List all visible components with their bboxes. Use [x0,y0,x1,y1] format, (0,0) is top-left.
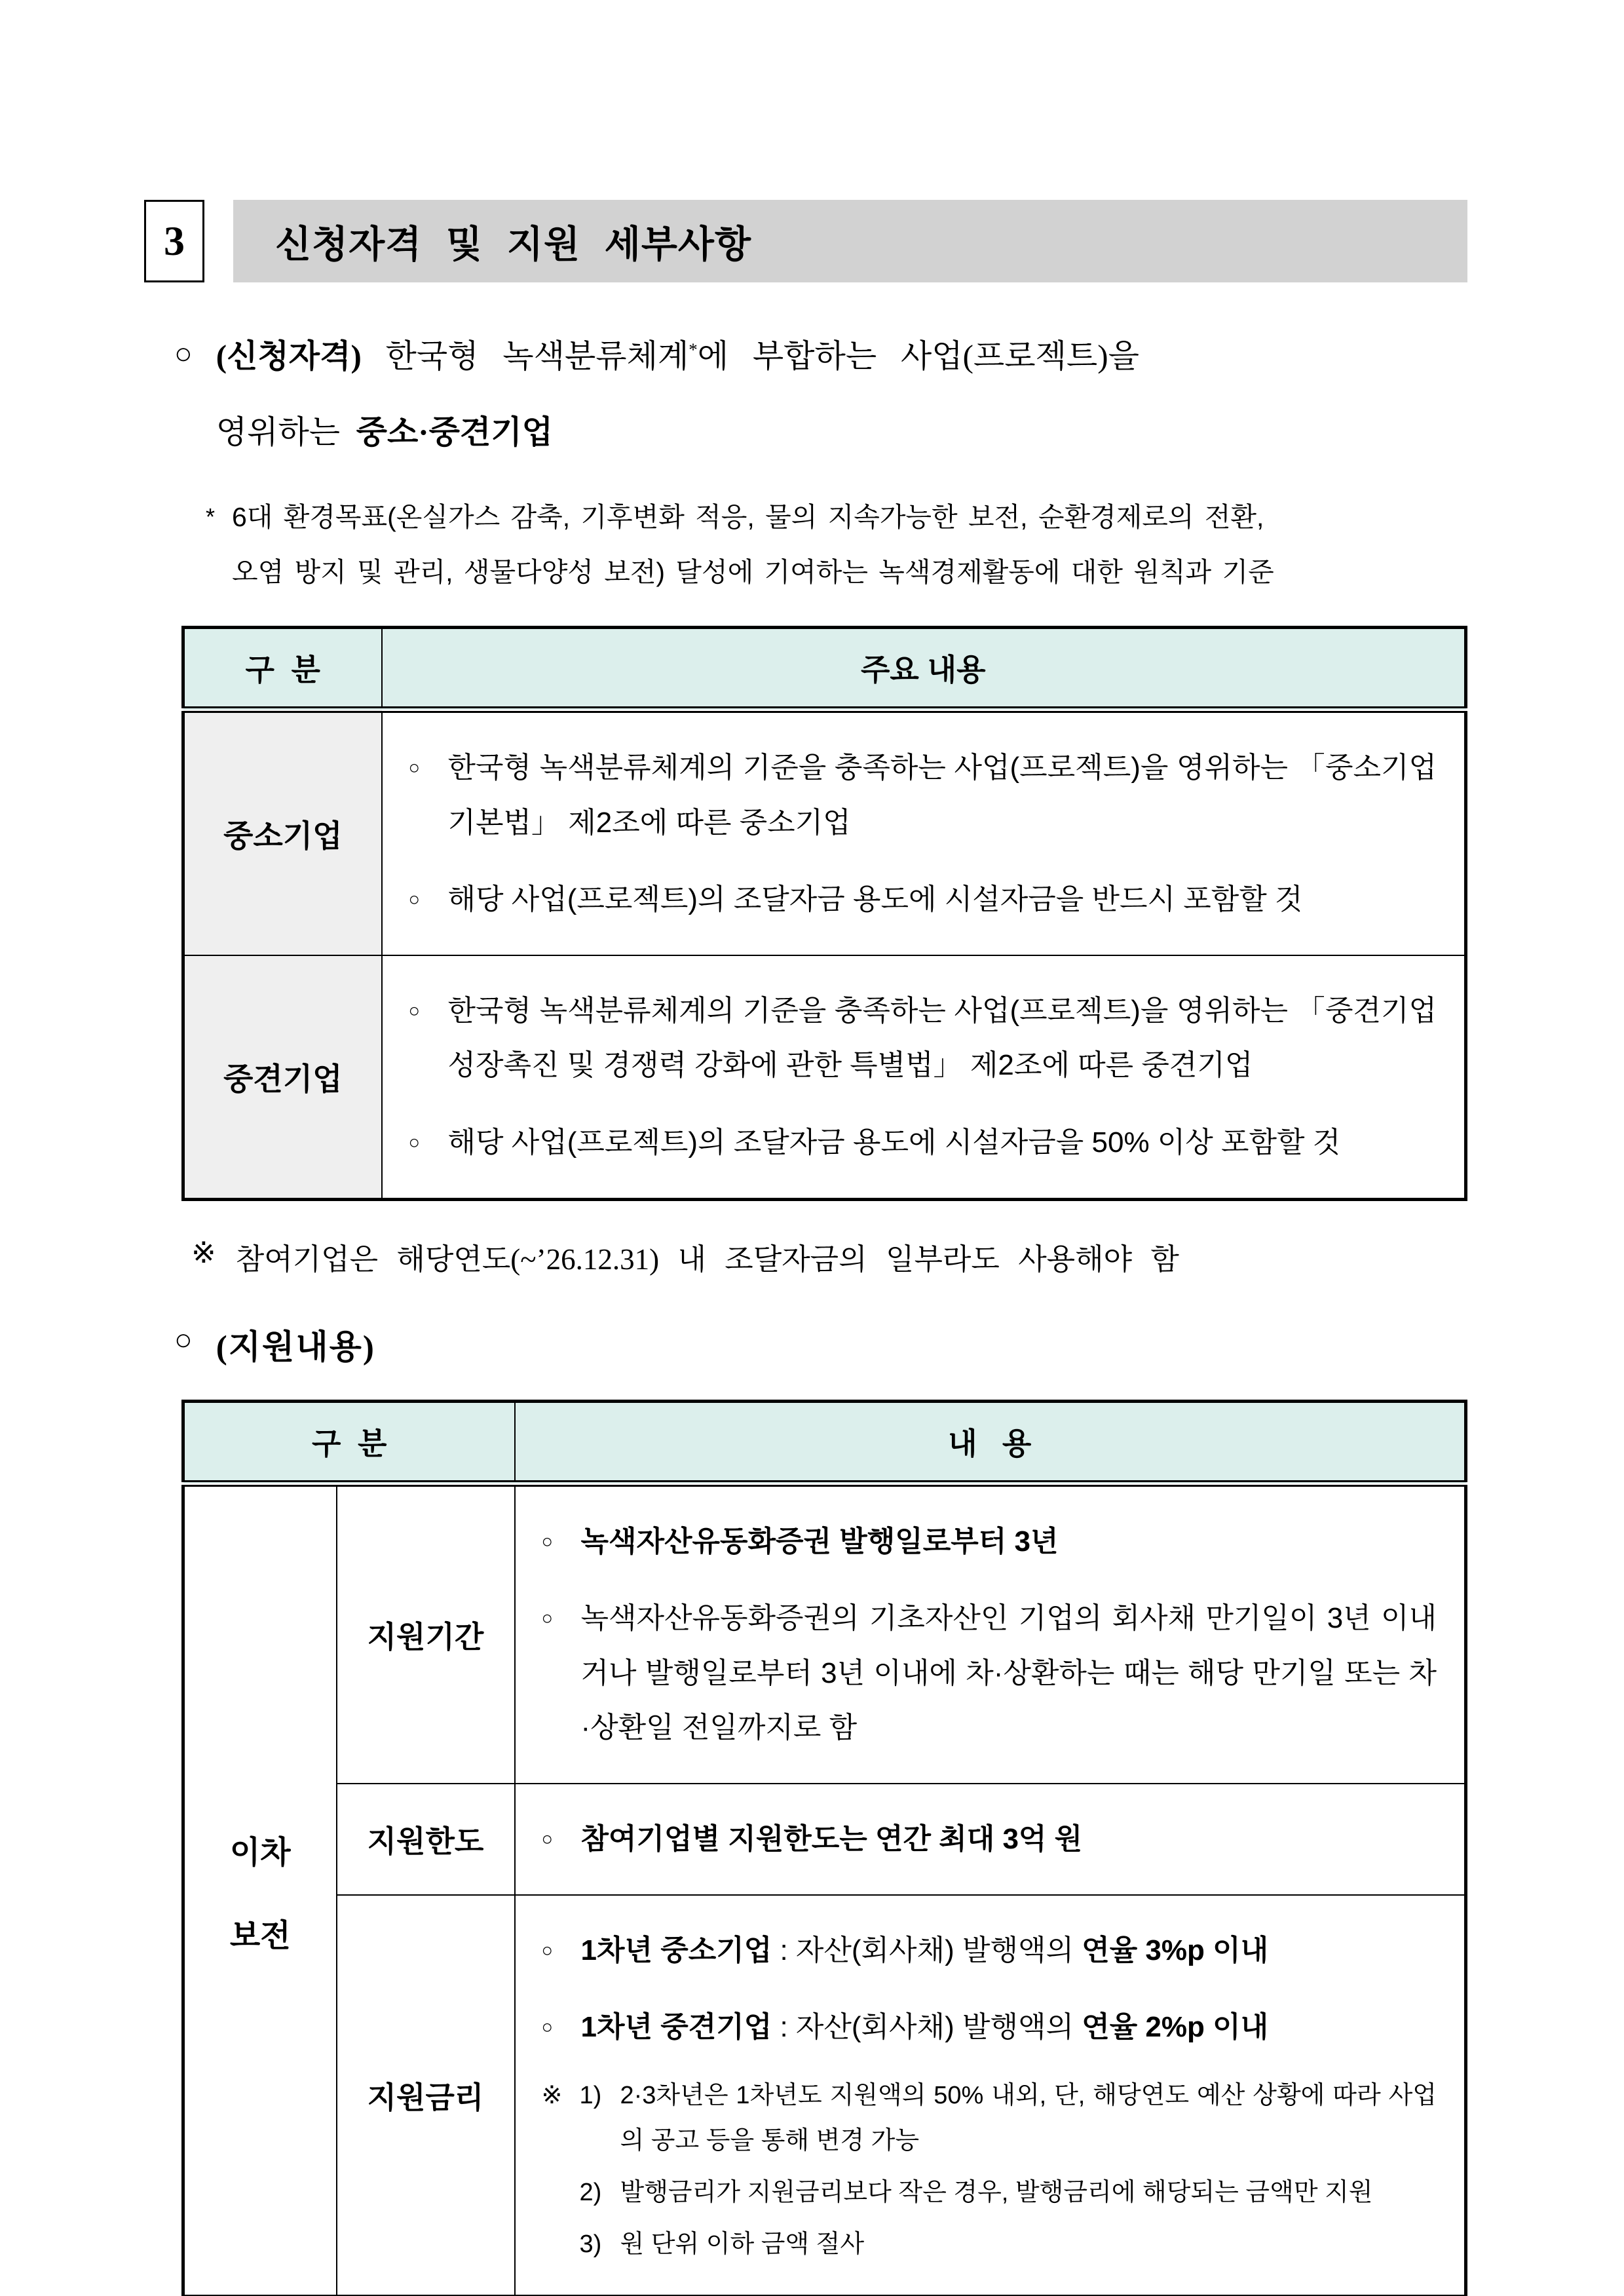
row-label-midcap: 중견기업 [183,955,382,1199]
bullet-item [409,984,1437,1093]
criteria-row-sme [183,710,1466,955]
eligibility-body-b: 에 부합하는 사업(프로젝트)을 [697,338,1139,374]
footnote-ref-star: * [689,339,698,360]
bullet-item [542,1923,1437,1978]
section-header [144,200,1467,282]
criteria-col1-header: 구 분 [183,628,382,710]
rate-note-2 [542,2170,1437,2215]
eligibility-line1 [216,331,1139,377]
note-number: 2) [579,2179,602,2207]
usage-note-text: 참여기업은 해당연도(~’26.12.31) 내 조달자금의 일부라도 사용해야 함 [235,1242,1179,1276]
reference-mark-icon: ※ [541,2081,563,2109]
rate-midcap-mid: : 자산(회사채) 발행액의 [772,2011,1082,2044]
bullet-item [409,740,1437,850]
row-content-midcap [382,955,1466,1199]
section-number: 3 [164,218,185,264]
item-bullet-icon: ○ [541,1940,554,1961]
criteria-row-midcap [183,955,1466,1199]
row-label-period: 지원기간 [337,1483,515,1784]
rate-midcap-rate-bold: 연율 2%p 이내 [1082,2011,1269,2044]
item-bullet-icon: ○ [408,889,421,911]
row-label-limit: 지원한도 [337,1784,515,1895]
row-content-sme [382,710,1466,955]
rate-note-1 [542,2073,1437,2164]
section-number-box [144,200,204,282]
eligibility-line2-a: 영위하는 [216,414,356,450]
section-title: 신청자격 및 지원 세부사항 [275,223,752,265]
item-bullet-icon: ○ [408,1000,421,1022]
note-number: 1) [579,2081,602,2109]
bullet-text [581,1514,1437,1569]
usage-note [191,1235,1467,1278]
row-label-rate: 지원금리 [337,1895,515,2296]
group-label-line1: 이차 [229,1835,291,1870]
eligibility-block [174,331,1467,453]
note-text: 2·3차년은 1차년도 지원액의 50% 내외, 단, 해당연도 예산 상황에 따라 사업의 공고 등을 통해 변경 가능 [620,2081,1437,2154]
note-number: 3) [579,2230,602,2259]
row-content-period [515,1483,1466,1784]
bullet-text [581,2000,1437,2055]
item-bullet-icon: ○ [541,2017,554,2038]
bullet-item [542,1591,1437,1755]
support-table [181,1400,1467,2296]
support-col-content-header: 내 용 [515,1401,1466,1483]
bullet-text [581,1923,1437,1978]
group-label-line2: 보전 [229,1918,291,1953]
bullet-item [409,872,1437,927]
note-text: 발행금리가 지원금리보다 작은 경우, 발행금리에 해당되는 금액만 지원 [620,2179,1373,2207]
rate-notes [542,2073,1437,2268]
limit-bold-text: 참여기업별 지원한도는 연간 최대 3억 원 [580,1823,1083,1856]
support-row-rate [183,1895,1466,2296]
footnote-line2: 오염 방지 및 관리, 생물다양성 보전) 달성에 기여하는 녹색경제활동에 대한 원칙과 기준 [232,557,1274,588]
support-heading-label: (지원내용) [216,1329,375,1366]
item-bullet-icon: ○ [541,1531,554,1552]
bullet-item [409,1115,1437,1170]
bullet-text: 해당 사업(프로젝트)의 조달자금 용도에 시설자금을 50% 이상 포함할 것 [447,1126,1341,1159]
reference-mark-icon: ※ [191,1236,216,1269]
support-row-limit [183,1784,1466,1895]
eligibility-line2 [216,407,1139,453]
criteria-table [181,626,1467,1201]
bullet-item [542,1514,1437,1569]
bullet-text: 녹색자산유동화증권의 기초자산인 기업의 회사채 만기일이 3년 이내거나 발행일로부터 3년 이내에 차·상환하는 때는 해당 만기일 또는 차·상환일 전일까지로 함 [580,1602,1437,1744]
rate-sme-bold: 1차년 중소기업 [580,1934,772,1966]
bullet-text: 한국형 녹색분류체계의 기준을 충족하는 사업(프로젝트)을 영위하는 「중소기업기본법」 제2조에 따른 중소기업 [447,752,1437,839]
rate-midcap-bold: 1차년 중견기업 [580,2011,772,2044]
support-heading [174,1320,1467,1368]
criteria-header-row [183,628,1466,710]
eligibility-label: (신청자격) [216,338,362,374]
bullet-text [581,1812,1437,1867]
row-content-rate [515,1895,1466,2296]
eligibility-body-a: 한국형 녹색분류체계 [361,338,689,374]
eligibility-line2-b: 중소·중견기업 [356,414,553,450]
bullet-item [542,1812,1437,1867]
item-bullet-icon: ○ [408,1132,421,1154]
bullet-item [542,2000,1437,2055]
section-title-banner [233,200,1467,282]
circle-bullet-icon: ○ [174,1322,193,1356]
rate-note-3 [542,2222,1437,2267]
row-label-sme: 중소기업 [183,710,382,955]
rate-sme-mid: : 자산(회사채) 발행액의 [772,1934,1082,1966]
note-text: 원 단위 이하 금액 절사 [620,2230,865,2259]
support-col-group-header: 구 분 [183,1401,515,1483]
criteria-col2-header: 주요 내용 [382,628,1466,710]
bullet-text: 한국형 녹색분류체계의 기준을 충족하는 사업(프로젝트)을 영위하는 「중견기업 성장촉진 및 경쟁력 강화에 관한 특별법」 제2조에 따른 중견기업 [447,994,1437,1082]
rate-sme-rate-bold: 연율 3%p 이내 [1082,1934,1269,1966]
circle-bullet-icon: ○ [174,337,193,370]
eligibility-text [216,331,1139,453]
row-content-limit [515,1784,1466,1895]
item-bullet-icon: ○ [408,757,421,779]
footnote-star-marker: * [206,503,216,530]
footnote [206,489,1467,600]
support-header-row [183,1401,1466,1483]
footnote-line1: 6대 환경목표(온실가스 감축, 기후변화 적응, 물의 지속가능한 보전, 순환경제로의 전환, [232,502,1264,532]
item-bullet-icon: ○ [541,1829,554,1850]
footnote-text [232,489,1467,600]
bullet-text: 해당 사업(프로젝트)의 조달자금 용도에 시설자금을 반드시 포함할 것 [447,883,1303,916]
support-row-period [183,1483,1466,1784]
group-label-interest-subsidy [183,1483,337,2296]
item-bullet-icon: ○ [541,1608,554,1630]
period-bold-text: 녹색자산유동화증권 발행일로부터 3년 [580,1525,1059,1558]
